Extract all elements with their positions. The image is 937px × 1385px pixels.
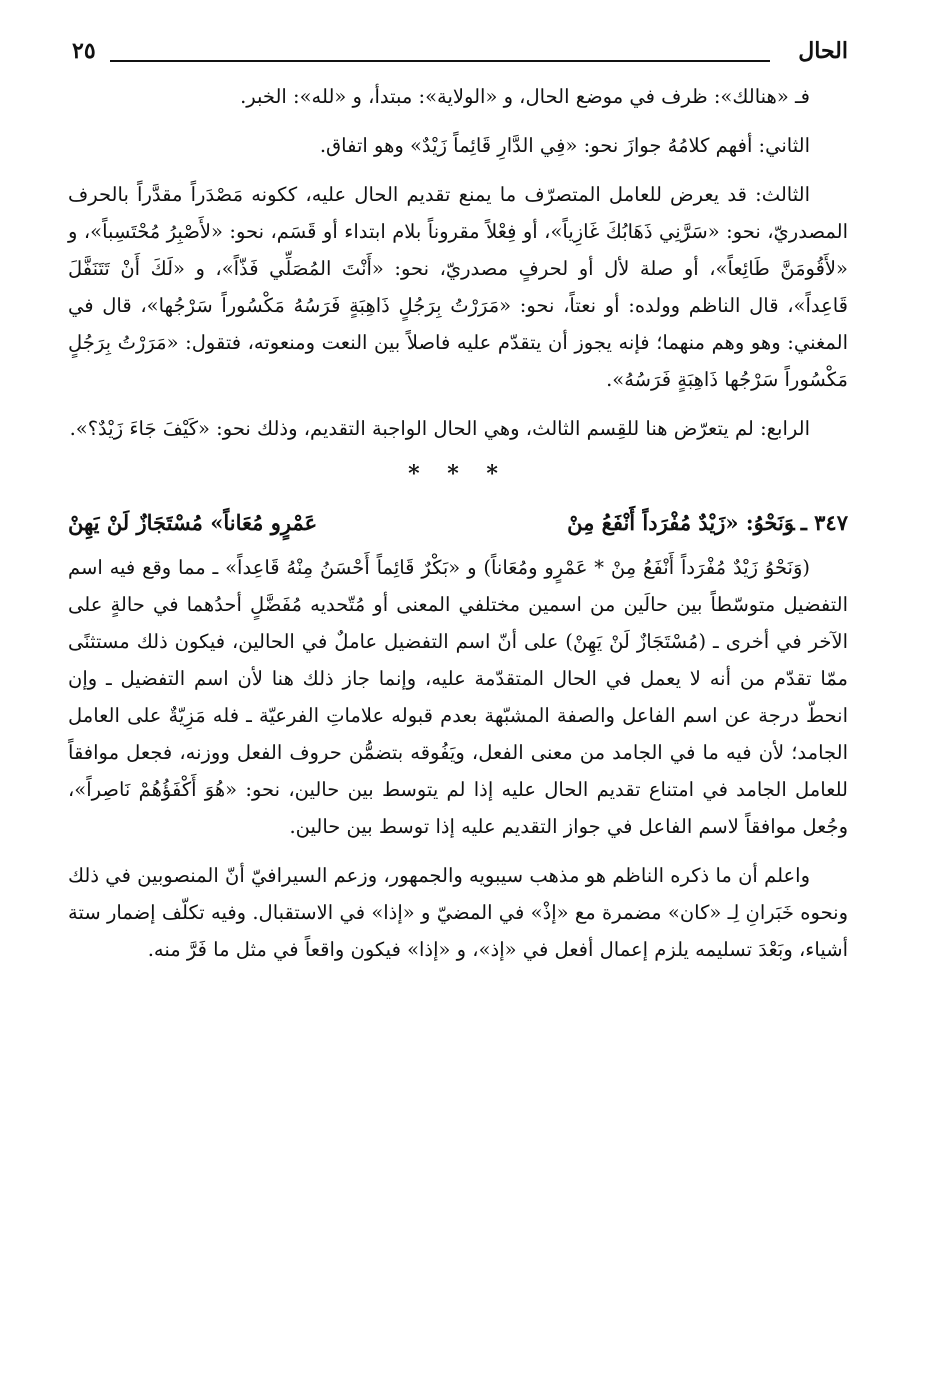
running-title: الحال: [798, 38, 848, 64]
verse-first-hemistich: [567, 503, 848, 543]
paragraph-sirafi-view: واعلم أن ما ذكره الناظم هو مذهب سيبويه والجمهور، وزعم السيرافيّ أنّ المنصوبين في ذلك ونحوه خَبَرانِ لِـ «كان» مضمرة مع «إذْ» في المضيّ و «إذا» في الاستقبال. وفيه تكلّف إضمار ستة أشياء، وبَعْدَ تسليمه يلزم إعمال أفعل في «إذ»، و «إذا» فيكون واقعاً في مثل ما فَرَّ منه.: [68, 864, 848, 961]
verse-line: [68, 503, 848, 543]
page-number: ٢٥: [72, 38, 96, 64]
paragraph-second-note: الثاني: أفهم كلامُهُ جوازَ نحو: «فِي الدَّارِ قَائِماً زَيْدٌ» وهو اتفاق.: [319, 134, 810, 157]
header-rule: [110, 60, 770, 62]
verse-number: ٣٤٧ ـ: [800, 510, 848, 535]
verse-hemistich-1-text: وَنَحْوُ: «زَيْدٌ مُفْرَداً أَنْفَعُ مِنْ: [567, 510, 795, 535]
paragraph-fourth-note: الرابع: لم يتعرّض هنا للقِسم الثالث، وهي الحال الواجبة التقديم، وذلك نحو: «كَيْفَ جَاءَ زَيْدٌ؟».: [69, 417, 810, 440]
page-header: [68, 38, 848, 78]
section-separator: * * *: [408, 461, 508, 487]
paragraph-third-note: الثالث: قد يعرض للعامل المتصرّف ما يمنع تقديم الحال عليه، ككونه مَصْدَراً مقدَّراً بالحرف المصدريّ، نحو: «سَرَّنِي ذَهَابُكَ غَازِياً»، أو فِعْلاً مقروناً بلام ابتداء أو قَسَم، نحو: «لأَصْبِرُ مُحْتَسِباً»، و «لأَقُومَنَّ طَائِعاً»، أو صلة لأل أو لحرفٍ مصدريّ، نحو: «أَنْتَ المُصَلِّي فَذّاً»، و «لَكَ أَنْ تَتَنَفَّلَ قَاعِداً»، قال الناظم وولده: أو نعتاً، نحو: «مَرَرْتُ بِرَجُلٍ ذَاهِبَةٍ فَرَسُهُ مَكْسُوراً سَرْجُها»، قال في المغني: وهو وهم منهما؛ فإنه يجوز أن يتقدّم عليه فاصلاً بين النعت ومنعوته، فتقول: «مَرَرْتُ بِرَجُلٍ مَكْسُوراً سَرْجُها ذَاهِبَةٍ فَرَسُهُ».: [68, 183, 848, 391]
verse-second-hemistich: عَمْرٍو مُعَاناً» مُسْتَجَازٌ لَنْ يَهِنْ: [68, 510, 318, 535]
paragraph-hunalik: فـ «هنالك»: ظرف في موضع الحال، و «الولاية»: مبتدأ، و «لله»: الخبر.: [240, 85, 810, 108]
paragraph-verse-commentary: (وَنَحْوُ زَيْدٌ مُفْرَداً أَنْفَعُ مِنْ * عَمْرٍو ومُعَاناً) و «بَكْرٌ قَائِماً أَحْسَنُ مِنْهُ قَاعِداً» ـ مما وقع فيه اسم التفضيل متوسّطاً بين حالَين من اسمين مختلفي المعنى أو مُتّحديه مُفَضَّلٍ أحدُهما في حالةٍ على الآخر في أخرى ـ (مُسْتَجَازٌ لَنْ يَهِنْ) على أنّ اسم التفضيل عاملٌ في الحالين، فيكون ذلك مستثنًى ممّا تقدّم من أنه لا يعمل في الحال المتقدّمة عليه، وإنما جاز ذلك هنا لأن اسم التفضيل ـ وإن انحطّ درجة عن اسم الفاعل والصفة المشبّهة بعدم قبوله علاماتِ الفرعيّة ـ فله مَزِيّةٌ على العامل الجامد؛ لأن فيه ما في الجامد من معنى الفعل، ويَفُوقه بتضمُّن حروف الفعل ووزنه، فجعل موافقاً للعامل الجامد في امتناع تقديم الحال عليه إذا لم يتوسط بين حالين، نحو: «هُوَ أَكْفَؤُهُمْ نَاصِراً»، وجُعل موافقاً لاسم الفاعل في جواز التقديم عليه إذا توسط بين حالين.: [68, 556, 848, 838]
document-page: [68, 38, 848, 980]
